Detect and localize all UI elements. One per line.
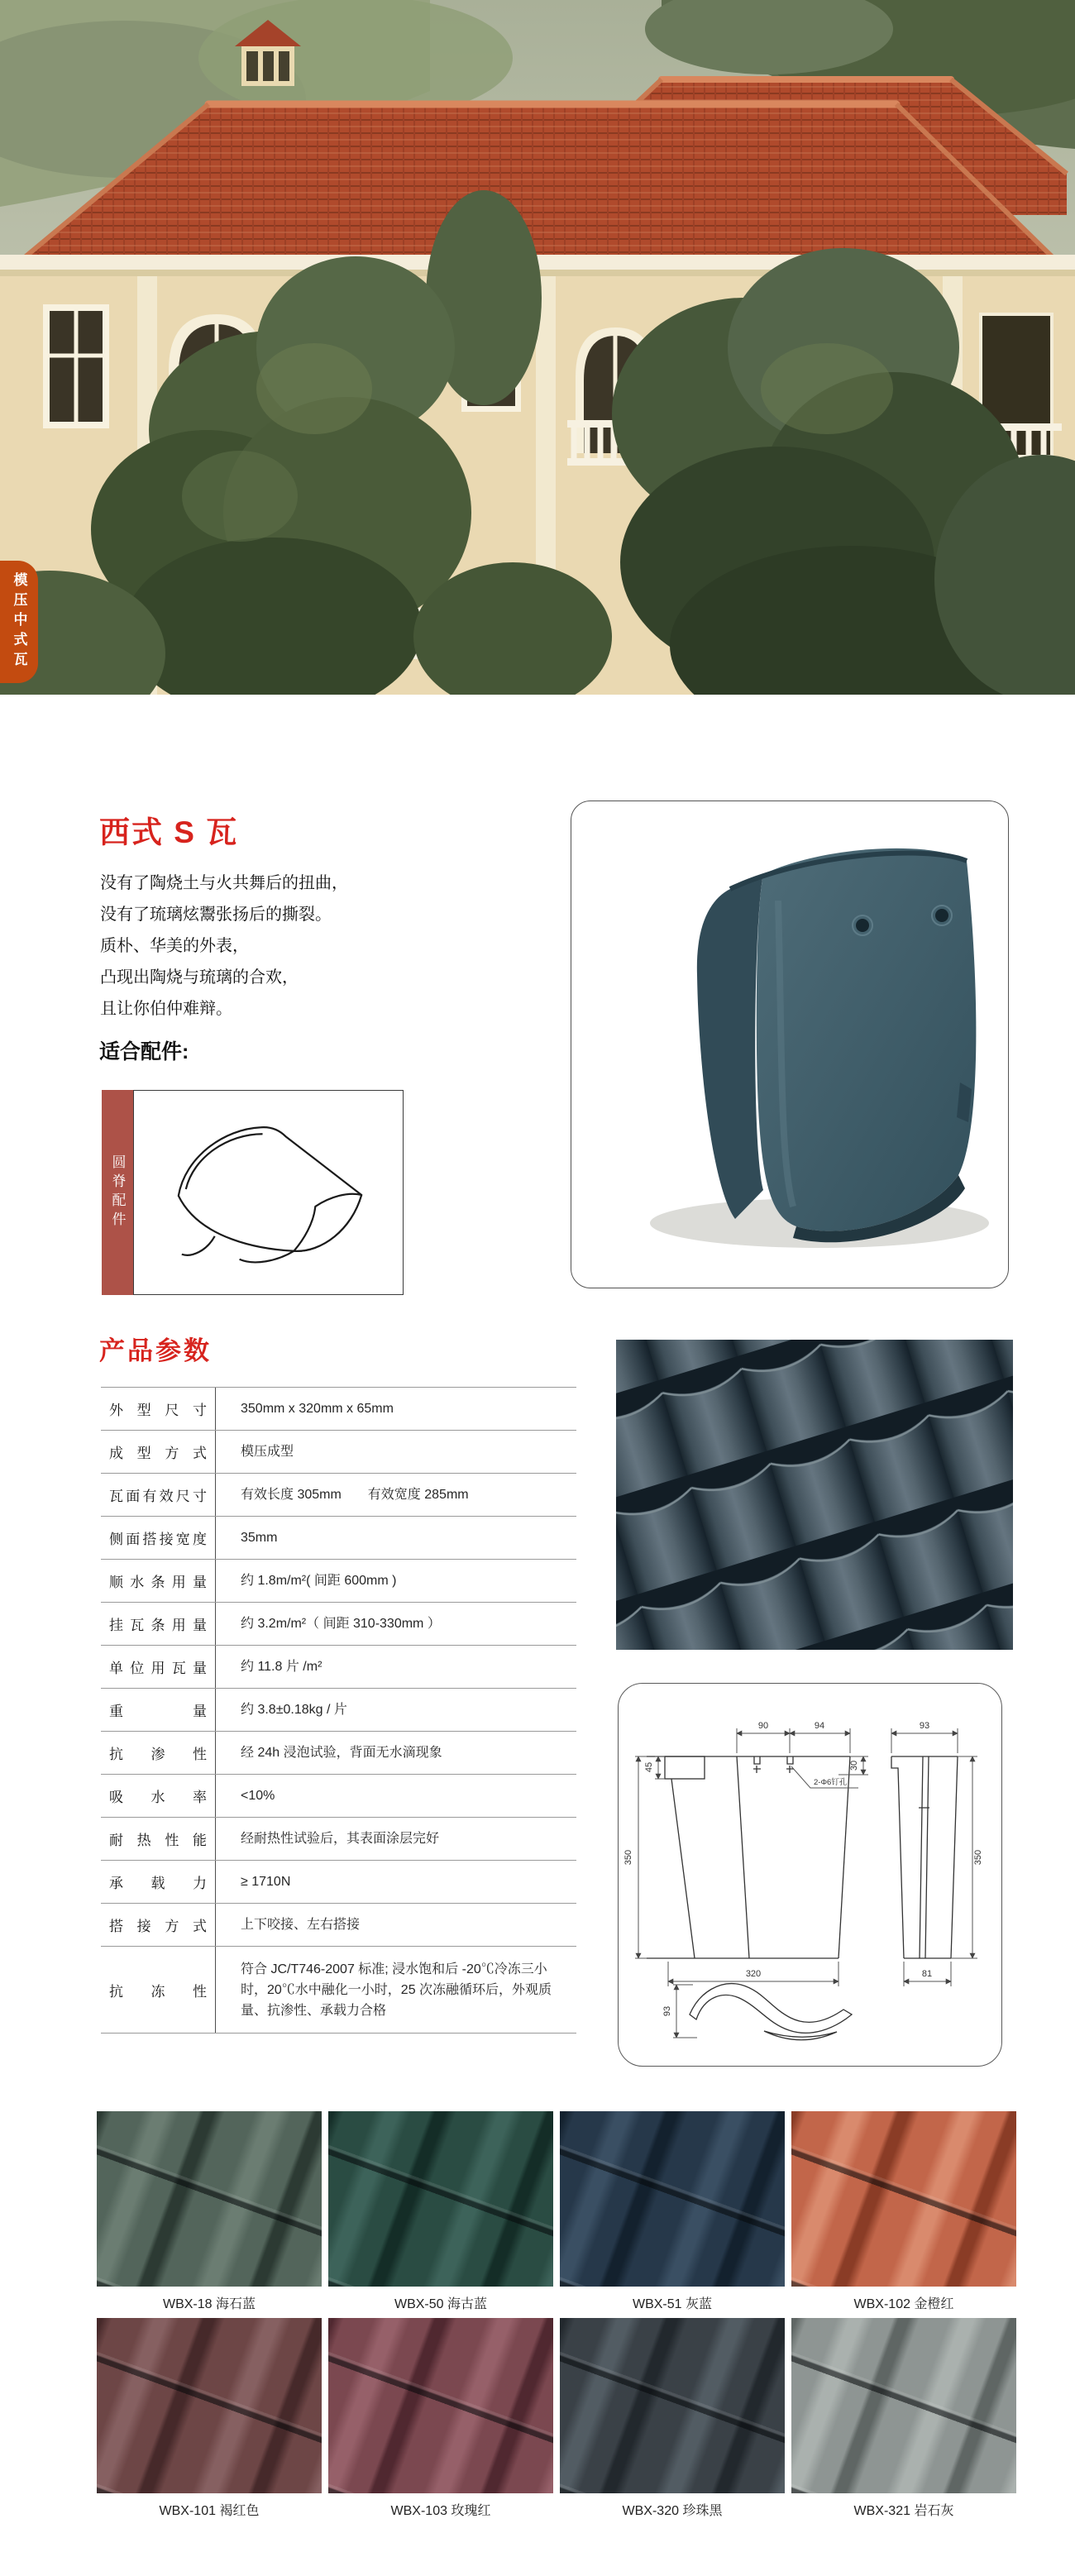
color-swatch-cell [560, 2111, 785, 2318]
swatch-label: WBX-51 灰蓝 [632, 2296, 713, 2311]
param-label: 单位用瓦量 [109, 1661, 207, 1676]
house-photo-art [0, 0, 1075, 695]
dim-front-width: 320 [745, 1969, 762, 1979]
swatch-label: WBX-102 金橙红 [853, 2296, 954, 2311]
table-row [101, 1946, 576, 2033]
dim-right-step: 30 [849, 1760, 859, 1771]
color-swatch-cell [97, 2111, 322, 2318]
color-swatch-cell [328, 2318, 553, 2525]
param-value: ≥ 1710N [241, 1875, 291, 1889]
swatch-image [328, 2318, 553, 2493]
dim-front-top-left: 90 [757, 1721, 769, 1731]
technical-drawing [618, 1683, 1002, 2067]
swatch-image [791, 2111, 1016, 2287]
color-swatch-cell [97, 2318, 322, 2525]
dim-front-height: 350 [624, 1849, 633, 1866]
nail-hole-note: 2-Φ6钉孔 [814, 1778, 848, 1787]
param-value: 约 11.8 片 /m² [241, 1660, 322, 1674]
description-line: 凸现出陶烧与琉璃的合欢， [100, 967, 299, 987]
swatch-label: WBX-320 珍珠黑 [622, 2503, 723, 2518]
description-line: 没有了琉璃炫鬻张扬后的撕裂。 [100, 904, 332, 924]
house-photo [0, 0, 1075, 695]
param-label: 搭接方式 [109, 1919, 207, 1934]
param-label: 承载力 [109, 1876, 207, 1891]
param-label: 瓦面有效尺寸 [109, 1489, 207, 1504]
swatch-label: WBX-103 玫瑰红 [390, 2503, 491, 2518]
table-row [101, 1774, 576, 1817]
swatch-image [560, 2111, 785, 2287]
swatch-image [97, 2318, 322, 2493]
swatch-label: WBX-50 海古蓝 [394, 2296, 488, 2311]
param-value: 约 1.8m/m²( 间距 600mm ) [241, 1574, 397, 1588]
ridge-accessory-label: 圆脊配件 [109, 1154, 126, 1231]
category-side-tab-label: 模压中式瓦 [11, 572, 27, 671]
param-label: 侧面搭接宽度 [109, 1532, 207, 1547]
dim-side-top: 93 [919, 1721, 930, 1731]
swatch-label: WBX-321 岩石灰 [853, 2503, 954, 2518]
description-line: 没有了陶烧土与火共舞后的扭曲， [100, 872, 348, 892]
swatch-image [97, 2111, 322, 2287]
param-value: 经 24h 浸泡试验，背面无水滴现象 [241, 1746, 442, 1760]
dim-side-width: 81 [921, 1969, 933, 1979]
swatch-image [328, 2111, 553, 2287]
accessories-heading: 适合配件: [99, 1040, 189, 1063]
param-label: 挂瓦条用量 [109, 1618, 207, 1633]
param-value: 350mm x 320mm x 65mm [241, 1402, 394, 1416]
param-value: 约 3.8±0.18kg / 片 [241, 1703, 347, 1717]
color-swatch-cell [791, 2111, 1016, 2318]
param-value: 上下咬接、左右搭接 [241, 1918, 361, 1932]
accessory-box [102, 1090, 404, 1295]
param-label: 耐热性能 [109, 1833, 207, 1848]
table-row [101, 1688, 576, 1731]
param-label: 抗渗性 [109, 1747, 207, 1762]
params-heading: 产品参数 [99, 1336, 212, 1365]
table-row [101, 1473, 576, 1516]
swatch-label: WBX-101 褐红色 [159, 2503, 260, 2518]
dim-profile-height: 93 [662, 2005, 672, 2017]
dim-front-top-right: 94 [814, 1721, 825, 1731]
table-row [101, 1559, 576, 1602]
table-row [101, 1430, 576, 1473]
swatch-image [560, 2318, 785, 2493]
color-swatch-grid [97, 2111, 1016, 2525]
param-label: 重量 [109, 1704, 207, 1719]
ridge-accessory-sketch [133, 1090, 404, 1295]
table-row [101, 1817, 576, 1860]
table-row [101, 1903, 576, 1946]
table-row [101, 1387, 576, 1430]
dim-flange-depth: 45 [644, 1761, 654, 1773]
param-label: 外型尺寸 [109, 1403, 207, 1418]
param-value: 模压成型 [241, 1445, 294, 1459]
param-label: 抗冻性 [109, 1983, 207, 2000]
param-value: 约 3.2m/m²（ 间距 310-330mm ） [241, 1617, 441, 1631]
swatch-image [791, 2318, 1016, 2493]
dim-side-height: 350 [973, 1849, 983, 1866]
color-swatch-cell [791, 2318, 1016, 2525]
installed-tiles-photo [616, 1340, 1013, 1650]
ridge-accessory-tab [102, 1090, 133, 1295]
table-row [101, 1860, 576, 1903]
param-value: 经耐热性试验后，其表面涂层完好 [241, 1832, 440, 1846]
product-title: 西式 S 瓦 [99, 815, 239, 849]
product-tile-photo [571, 801, 1009, 1288]
param-label: 成型方式 [109, 1446, 207, 1461]
table-row [101, 1645, 576, 1688]
param-value: 符合 JC/T746-2007 标准; 浸水饱和后 -20℃冷冻三小时，20℃水中融化一小时，25 次冻融循环后，外观质量、抗渗性、承载力合格 [241, 1962, 552, 2018]
param-label: 顺水条用量 [109, 1575, 207, 1590]
product-description [100, 867, 348, 1024]
description-line: 质朴、华美的外表， [100, 935, 249, 955]
swatch-label: WBX-18 海石蓝 [162, 2296, 256, 2311]
params-table [101, 1387, 576, 2034]
table-row [101, 1516, 576, 1559]
param-value: 有效长度 305mm 有效宽度 285mm [241, 1488, 469, 1502]
param-label: 吸水率 [109, 1790, 207, 1805]
table-row [101, 1602, 576, 1645]
color-swatch-cell [560, 2318, 785, 2525]
param-value: 35mm [241, 1531, 278, 1545]
category-side-tab [0, 561, 38, 683]
description-line: 且让你伯仲难辩。 [100, 998, 232, 1018]
param-value: <10% [241, 1789, 275, 1803]
color-swatch-cell [328, 2111, 553, 2318]
table-row [101, 1731, 576, 1774]
